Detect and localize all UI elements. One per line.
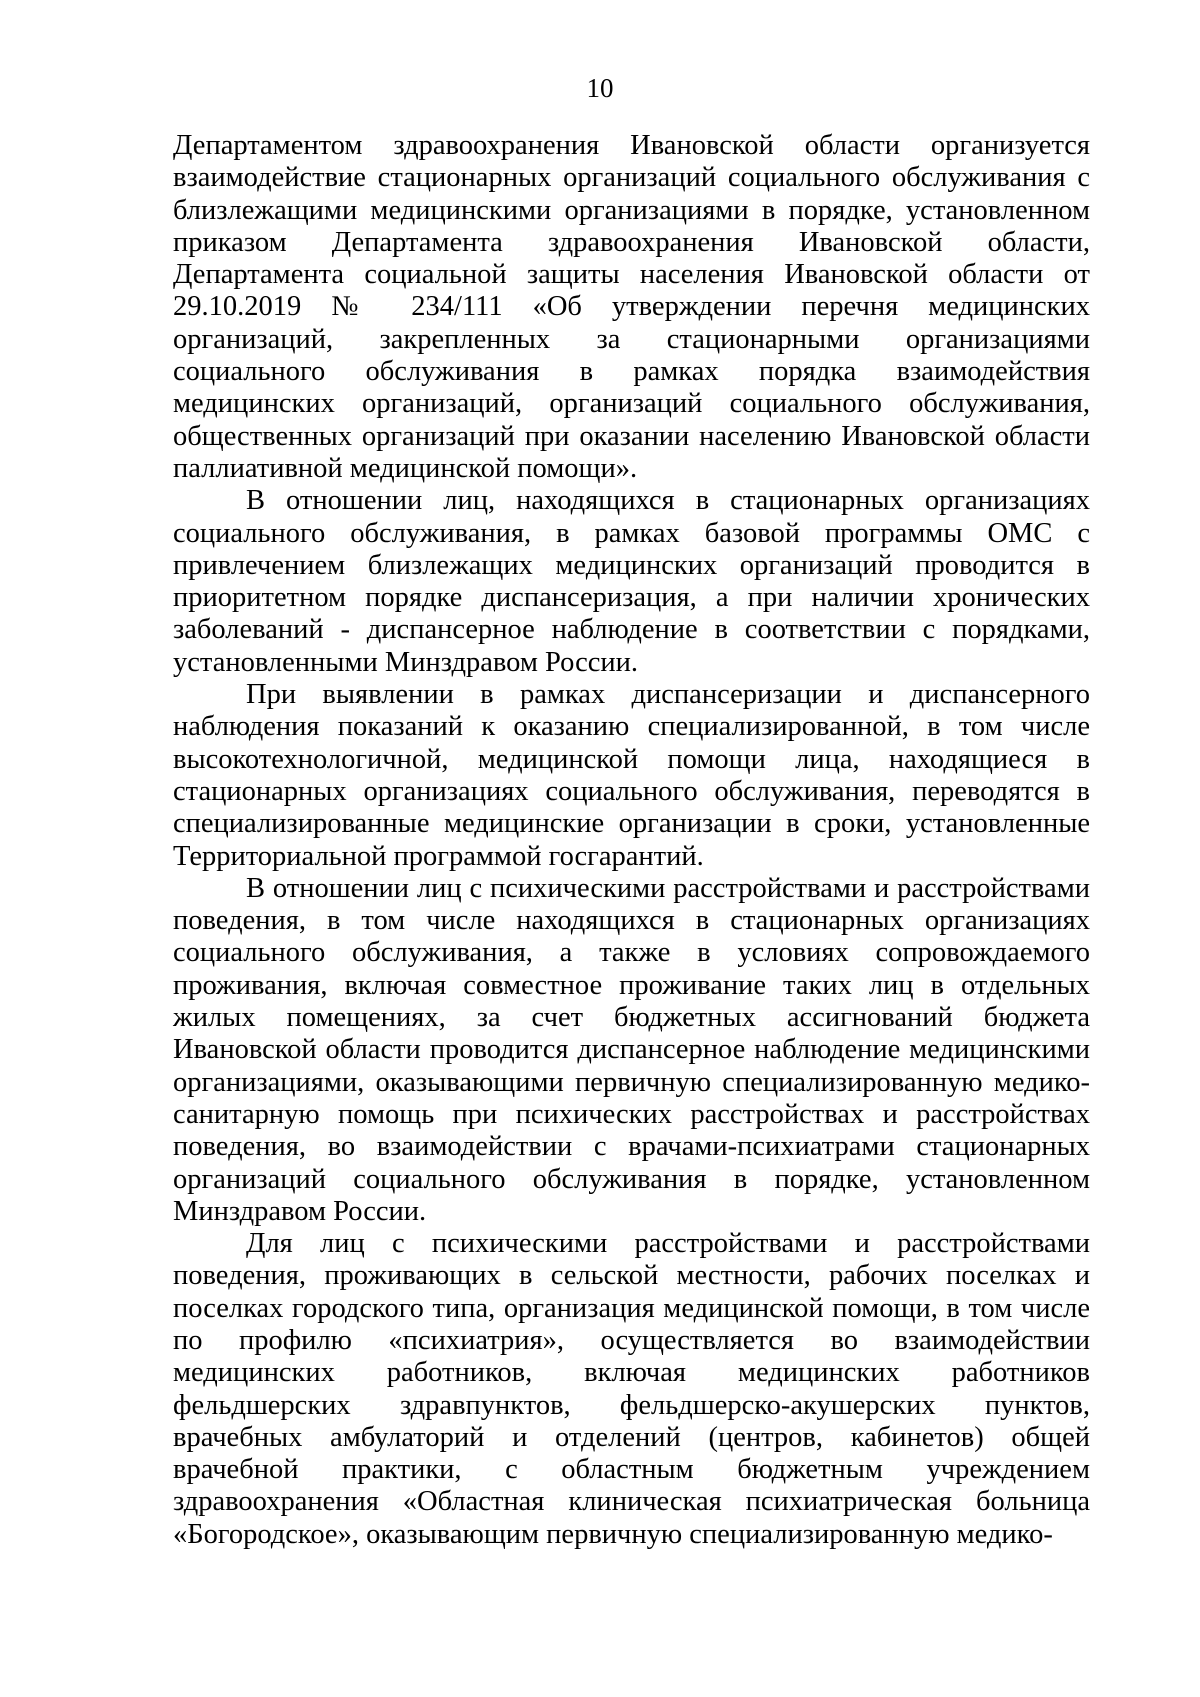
paragraph-4: В отношении лиц с психическими расстройствами и расстройствами поведения, в том числе находящихся в стационарных организациях социального обслуживания, а также в условиях сопровождаемого проживания, включая совместное проживание таких лиц в отдельных жилых помещениях, за счет бюджетных ассигнований бюджета Ивановской области проводится диспансерное наблюдение медицинскими организациями, оказывающими первичную специализированную медико-санитарную помощь при психических расстройствах и расстройствах поведения, во взаимодействии с врачами-психиатрами стационарных организаций социального обслуживания в порядке, установленном Минздравом России. (173, 872, 1090, 1227)
document-body (173, 130, 1090, 1551)
paragraph-2: В отношении лиц, находящихся в стационарных организациях социального обслуживания, в рамках базовой программы ОМС с привлечением близлежащих медицинских организаций проводится в приоритетном порядке диспансеризация, а при наличии хронических заболеваний - диспансерное наблюдение в соответствии с порядками, установленными Минздравом России. (173, 485, 1090, 678)
page-number: 10 (586, 73, 614, 103)
paragraph-3: При выявлении в рамках диспансеризации и диспансерного наблюдения показаний к оказанию специализированной, в том числе высокотехнологичной, медицинской помощи лица, находящиеся в стационарных организациях социального обслуживания, переводятся в специализированные медицинские организации в сроки, установленные Территориальной программой госгарантий. (173, 679, 1090, 872)
paragraph-5: Для лиц с психическими расстройствами и расстройствами поведения, проживающих в сельской местности, рабочих поселках и поселках городского типа, организация медицинской помощи, в том числе по профилю «психиатрия», осуществляется во взаимодействии медицинских работников, включая медицинских работников фельдшерских здравпунктов, фельдшерско-акушерских пунктов, врачебных амбулаторий и отделений (центров, кабинетов) общей врачебной практики, с областным бюджетным учреждением здравоохранения «Областная клиническая психиатрическая больница «Богородское», оказывающим первичную специализированную медико- (173, 1228, 1090, 1550)
paragraph-1: Департаментом здравоохранения Ивановской области организуется взаимодействие стационарных организаций социального обслуживания с близлежащими медицинскими организациями в порядке, установленном приказом Департамента здравоохранения Ивановской области, Департамента социальной защиты населения Ивановской области от 29.10.2019 № 234/111 «Об утверждении перечня медицинских организаций, закрепленных за стационарными организациями социального обслуживания в рамках порядка взаимодействия медицинских организаций, организаций социального обслуживания, общественных организаций при оказании населению Ивановской области паллиативной медицинской помощи». (173, 130, 1090, 484)
